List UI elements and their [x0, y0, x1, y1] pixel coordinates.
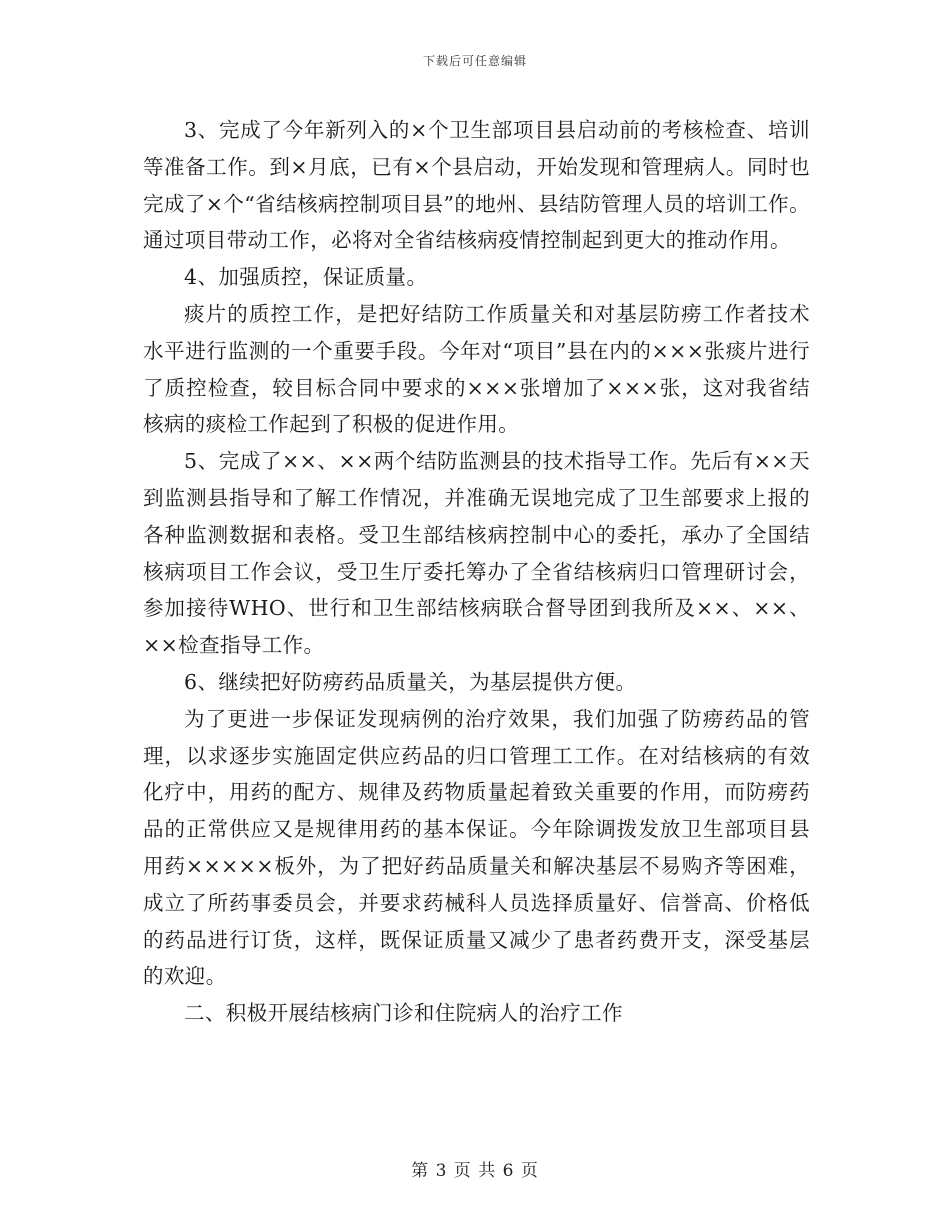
section-heading-treatment: 二、积极开展结核病门诊和住院病人的治疗工作	[184, 1001, 623, 1026]
paragraph-sputum-quality-control: 痰片的质控工作，是把好结防工作质量关和对基层防痨工作者技术水平进行监测的一个重要手段。今年对“项目”县在内的×××张痰片进行了质控检查，较目标合同中要求的×××张增加了×××张，这对我省结核病的痰检工作起到了积极的促进作用。	[143, 301, 810, 437]
paragraph-heading-drug-quality: 6、继续把好防痨药品质量关，为基层提供方便。	[184, 669, 637, 694]
paragraph-item-5-monitoring: 5、完成了××、××两个结防监测县的技术指导工作。先后有××天到监测县指导和了解工作情况，并准确无误地完成了卫生部要求上报的各种监测数据和表格。受卫生部结核病控制中心的委托，承办了全国结核病项目工作会议，受卫生厅委托筹办了全省结核病归口管理研讨会，参加接待WHO、世行和卫生部结核病联合督导团到我所及××、××、××检查指导工作。	[143, 449, 810, 658]
paragraph-drug-management: 为了更进一步保证发现病例的治疗效果，我们加强了防痨药品的管理，以求逐步实施固定供应药品的归口管理工工作。在对结核病的有效化疗中，用药的配方、规律及药物质量起着致关重要的作用，而防痨药品的正常供应又是规律用药的基本保证。今年除调拨发放卫生部项目县用药×××××板外，为了把好药品质量关和解决基层不易购齐等困难，成立了所药事委员会，并要求药械科人员选择质量好、信誉高、价格低的药品进行订货，这样，既保证质量又减少了患者药费开支，深受基层的欢迎。	[143, 706, 810, 989]
page-number: 第 3 页 共 6 页	[411, 1161, 539, 1181]
page-header: 下载后可任意编辑	[422, 54, 527, 68]
document-body	[143, 112, 810, 1032]
paragraph-heading-quality-control: 4、加强质控，保证质量。	[184, 265, 428, 290]
paragraph-item-3-exam-training: 3、完成了今年新列入的×个卫生部项目县启动前的考核检查、培训等准备工作。到×月底，已有×个县启动，开始发现和管理病人。同时也完成了×个“省结核病控制项目县”的地州、县结防管理人员的培训工作。通过项目带动工作，必将对全省结核病疫情控制起到更大的推动作用。	[143, 118, 810, 253]
